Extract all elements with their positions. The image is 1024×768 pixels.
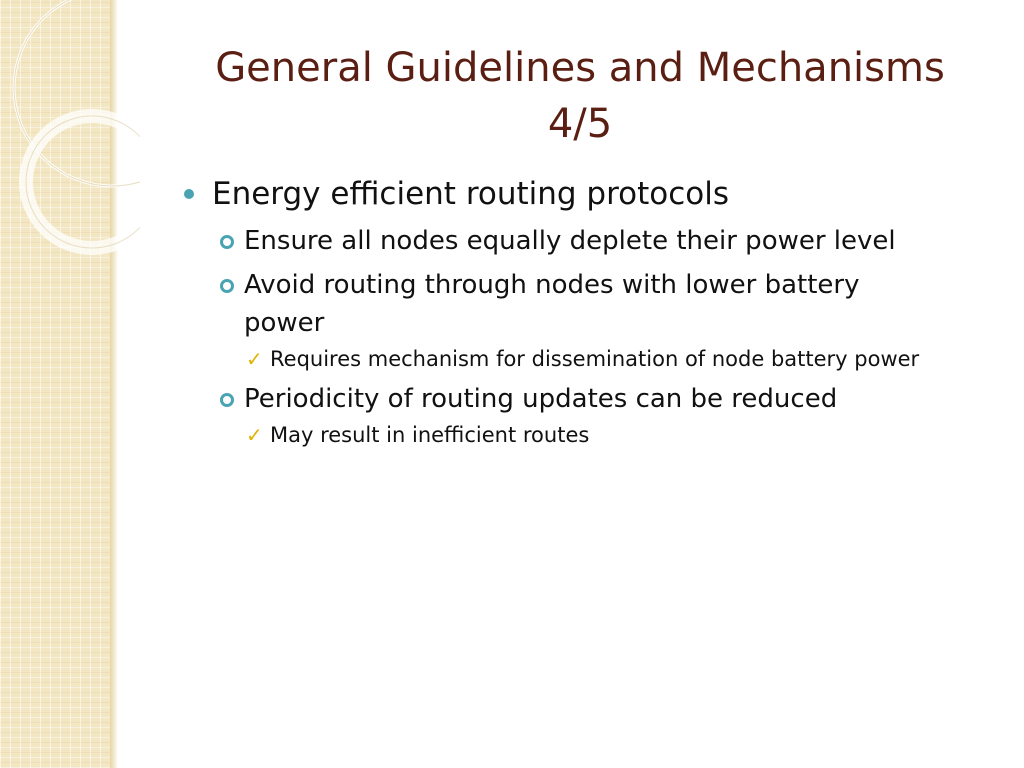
bullet-level3: [246, 420, 1000, 450]
bullet-text: Periodicity of routing updates can be reduced: [244, 384, 838, 414]
hollow-circle-bullet-icon: [218, 380, 244, 418]
hollow-circle-bullet-icon: [218, 266, 244, 304]
bullet-text: May result in inefficient routes: [270, 423, 590, 447]
decorative-rings: [0, 0, 140, 260]
bullet-text: Requires mechanism for dissemination of node battery power: [270, 347, 920, 371]
slide-title: [150, 40, 1010, 152]
bullet-text: Ensure all nodes equally deplete their power level: [244, 226, 896, 256]
checkmark-icon: ✓: [246, 423, 263, 447]
filled-circle-bullet-icon: [180, 172, 212, 216]
bullet-text: Energy efficient routing protocols: [212, 176, 730, 212]
bullet-level2: [218, 380, 1000, 418]
bullet-level1: [180, 172, 1000, 216]
checkmark-icon: ✓: [246, 347, 263, 371]
bullet-level3: [246, 344, 1000, 374]
title-line-1: General Guidelines and Mechanisms: [215, 45, 945, 91]
hollow-circle-bullet-icon: [218, 222, 244, 260]
bullet-text: Avoid routing through nodes with lower battery power: [244, 270, 860, 338]
title-line-2: 4/5: [547, 101, 613, 147]
bullet-level2: [218, 222, 1000, 260]
bullet-level2: [218, 266, 1000, 342]
bullet-list: [180, 170, 1000, 450]
